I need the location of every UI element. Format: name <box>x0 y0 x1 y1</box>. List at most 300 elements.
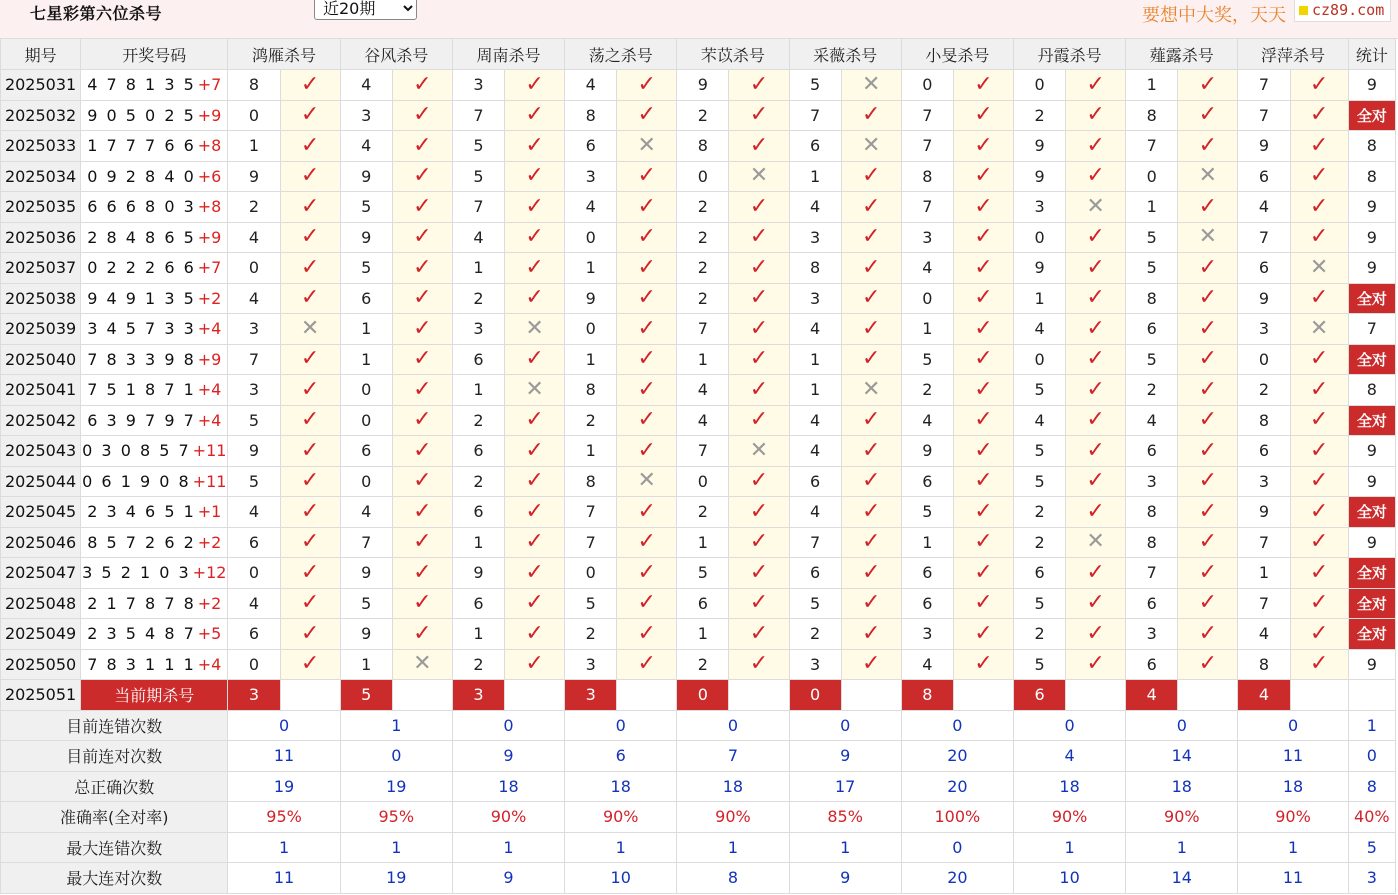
check-icon: ✓ <box>749 498 769 524</box>
kill-number: 7 <box>1238 100 1290 131</box>
result-mark-cell <box>729 527 789 558</box>
check-icon: ✓ <box>300 651 320 677</box>
draw-digits: 2 3 5 4 8 7 <box>87 624 196 644</box>
check-icon: ✓ <box>525 529 544 555</box>
current-kill-number: 4 <box>1238 680 1290 711</box>
result-mark-cell <box>280 649 340 680</box>
check-icon: ✓ <box>1309 71 1329 97</box>
check-icon: ✓ <box>974 346 993 372</box>
draw-digits: 6 3 9 7 9 7 <box>87 410 196 430</box>
kill-number: 4 <box>340 70 392 101</box>
kill-number: 3 <box>789 222 841 253</box>
check-icon: ✓ <box>974 559 993 585</box>
check-icon: ✓ <box>974 590 993 616</box>
current-kill-blank <box>1066 680 1126 711</box>
result-mark-cell <box>729 619 789 650</box>
result-mark-cell <box>392 283 452 314</box>
kill-number: 7 <box>452 100 504 131</box>
col-header-draw: 开奖号码 <box>81 39 228 70</box>
result-mark-cell <box>1290 314 1348 345</box>
result-mark-cell <box>504 131 564 162</box>
check-icon: ✓ <box>413 620 432 646</box>
kill-number: 0 <box>901 70 953 101</box>
period-cell: 2025049 <box>1 619 81 650</box>
kill-number: 9 <box>228 436 280 467</box>
check-icon: ✓ <box>525 346 544 372</box>
check-icon: ✓ <box>1086 102 1105 128</box>
summary-value: 1 <box>340 710 452 741</box>
current-kill-blank <box>504 680 564 711</box>
summary-value: 1 <box>340 832 452 863</box>
kill-number-table <box>0 38 1396 894</box>
check-icon: ✓ <box>1309 102 1329 128</box>
check-icon: ✓ <box>1198 590 1218 616</box>
check-icon: ✓ <box>637 224 656 250</box>
kill-number: 6 <box>1238 161 1290 192</box>
result-mark-cell <box>1066 131 1126 162</box>
table-row <box>1 405 1396 436</box>
bonus-number: +8 <box>197 136 222 156</box>
kill-number: 2 <box>677 649 729 680</box>
result-mark-cell <box>729 283 789 314</box>
result-mark-cell <box>280 405 340 436</box>
summary-value: 90% <box>1126 802 1238 833</box>
kill-number: 5 <box>1013 588 1065 619</box>
result-mark-cell <box>841 405 901 436</box>
check-icon: ✓ <box>1309 498 1329 524</box>
check-icon: ✓ <box>300 346 320 372</box>
cross-icon: ✕ <box>861 376 881 402</box>
table-row <box>1 70 1396 101</box>
kill-number: 5 <box>340 192 392 223</box>
result-mark-cell <box>392 558 452 589</box>
check-icon: ✓ <box>749 102 769 128</box>
result-mark-cell <box>1066 283 1126 314</box>
draw-number-cell <box>81 344 228 375</box>
check-icon: ✓ <box>861 468 881 494</box>
check-icon: ✓ <box>1086 468 1105 494</box>
check-icon: ✓ <box>1309 346 1329 372</box>
check-icon: ✓ <box>861 407 881 433</box>
period-cell: 2025034 <box>1 161 81 192</box>
summary-label: 总正确次数 <box>1 771 228 802</box>
kill-number: 8 <box>565 375 617 406</box>
result-mark-cell <box>1178 253 1238 284</box>
check-icon: ✓ <box>413 163 432 189</box>
kill-number: 2 <box>452 283 504 314</box>
period-cell: 2025039 <box>1 314 81 345</box>
result-mark-cell <box>841 527 901 558</box>
result-mark-cell <box>280 466 340 497</box>
result-mark-cell <box>953 70 1013 101</box>
result-mark-cell <box>1178 344 1238 375</box>
draw-number-cell <box>81 161 228 192</box>
summary-value: 0 <box>901 710 1013 741</box>
kill-number: 4 <box>789 314 841 345</box>
all-correct-badge: 全对 <box>1348 344 1395 375</box>
check-icon: ✓ <box>300 620 320 646</box>
summary-value: 20 <box>901 863 1013 894</box>
result-mark-cell <box>392 161 452 192</box>
result-mark-cell <box>392 131 452 162</box>
result-mark-cell <box>953 283 1013 314</box>
result-mark-cell <box>1066 405 1126 436</box>
kill-number: 1 <box>565 436 617 467</box>
period-cell: 2025032 <box>1 100 81 131</box>
summary-value: 1 <box>565 832 677 863</box>
result-mark-cell <box>841 70 901 101</box>
kill-number: 6 <box>1126 588 1178 619</box>
summary-value: 0 <box>452 710 564 741</box>
kill-number: 7 <box>565 497 617 528</box>
draw-number-cell <box>81 283 228 314</box>
draw-number-cell <box>81 70 228 101</box>
summary-value: 11 <box>1238 863 1348 894</box>
result-mark-cell <box>1066 222 1126 253</box>
draw-digits: 0 6 1 9 0 8 <box>82 471 191 491</box>
result-mark-cell <box>841 649 901 680</box>
check-icon: ✓ <box>1309 163 1329 189</box>
site-logo-icon <box>1299 6 1308 15</box>
result-mark-cell <box>280 192 340 223</box>
table-row <box>1 131 1396 162</box>
period-select[interactable] <box>314 0 417 20</box>
check-icon: ✓ <box>861 254 881 280</box>
draw-number-cell <box>81 100 228 131</box>
summary-value: 19 <box>228 771 340 802</box>
table-row <box>1 344 1396 375</box>
current-kill-number: 5 <box>340 680 392 711</box>
kill-number: 3 <box>452 70 504 101</box>
result-mark-cell <box>953 497 1013 528</box>
summary-stat-value: 1 <box>1348 710 1395 741</box>
result-mark-cell <box>392 314 452 345</box>
check-icon: ✓ <box>300 437 320 463</box>
check-icon: ✓ <box>1086 315 1105 341</box>
current-kill-number: 4 <box>1126 680 1178 711</box>
draw-digits: 2 3 4 6 5 1 <box>87 502 196 522</box>
kill-number: 8 <box>1126 283 1178 314</box>
check-icon: ✓ <box>1309 437 1329 463</box>
result-mark-cell <box>729 344 789 375</box>
check-icon: ✓ <box>413 254 432 280</box>
kill-number: 9 <box>565 283 617 314</box>
period-cell: 2025040 <box>1 344 81 375</box>
period-cell: 2025047 <box>1 558 81 589</box>
kill-number: 4 <box>789 405 841 436</box>
result-mark-cell <box>1066 253 1126 284</box>
summary-value: 9 <box>452 741 564 772</box>
result-mark-cell <box>841 588 901 619</box>
check-icon: ✓ <box>861 163 881 189</box>
kill-number: 9 <box>901 436 953 467</box>
summary-value: 4 <box>1013 741 1125 772</box>
check-icon: ✓ <box>637 651 656 677</box>
cross-icon: ✕ <box>749 437 769 463</box>
result-mark-cell <box>280 619 340 650</box>
result-mark-cell <box>280 70 340 101</box>
site-badge[interactable] <box>1294 0 1391 22</box>
summary-value: 90% <box>1238 802 1348 833</box>
draw-number-cell <box>81 558 228 589</box>
result-mark-cell <box>841 558 901 589</box>
result-mark-cell <box>1178 131 1238 162</box>
kill-number: 6 <box>789 466 841 497</box>
result-mark-cell <box>1066 161 1126 192</box>
kill-number: 1 <box>228 131 280 162</box>
result-mark-cell <box>1290 619 1348 650</box>
result-mark-cell <box>617 527 677 558</box>
check-icon: ✓ <box>974 620 993 646</box>
result-mark-cell <box>729 436 789 467</box>
current-kill-number: 3 <box>452 680 504 711</box>
kill-number: 6 <box>452 344 504 375</box>
draw-number-cell <box>81 497 228 528</box>
check-icon: ✓ <box>637 590 656 616</box>
summary-label: 最大连错次数 <box>1 832 228 863</box>
draw-number-cell <box>81 619 228 650</box>
kill-number: 5 <box>677 558 729 589</box>
summary-value: 1 <box>452 832 564 863</box>
summary-value: 18 <box>1238 771 1348 802</box>
check-icon: ✓ <box>974 71 993 97</box>
result-mark-cell <box>1178 436 1238 467</box>
check-icon: ✓ <box>413 590 432 616</box>
check-icon: ✓ <box>1309 285 1329 311</box>
cross-icon: ✕ <box>1198 224 1218 250</box>
kill-number: 7 <box>1238 222 1290 253</box>
check-icon: ✓ <box>1086 437 1105 463</box>
col-header-expert-5: 采薇杀号 <box>789 39 901 70</box>
check-icon: ✓ <box>861 651 881 677</box>
check-icon: ✓ <box>749 376 769 402</box>
bonus-number: +4 <box>197 654 222 674</box>
kill-number: 6 <box>677 588 729 619</box>
kill-number: 2 <box>1013 100 1065 131</box>
check-icon: ✓ <box>1309 132 1329 158</box>
kill-number: 5 <box>1013 436 1065 467</box>
check-icon: ✓ <box>861 620 881 646</box>
kill-number: 1 <box>452 375 504 406</box>
kill-number: 4 <box>789 192 841 223</box>
period-cell: 2025048 <box>1 588 81 619</box>
current-period-cell: 2025051 <box>1 680 81 711</box>
summary-stat-value: 40% <box>1348 802 1395 833</box>
check-icon: ✓ <box>749 193 769 219</box>
kill-number: 5 <box>1126 222 1178 253</box>
bonus-number: +6 <box>197 166 222 186</box>
kill-number: 1 <box>340 649 392 680</box>
kill-number: 7 <box>340 527 392 558</box>
result-mark-cell <box>841 344 901 375</box>
result-mark-cell <box>392 588 452 619</box>
summary-value: 20 <box>901 771 1013 802</box>
kill-number: 3 <box>789 283 841 314</box>
check-icon: ✓ <box>637 193 656 219</box>
kill-number: 1 <box>1126 70 1178 101</box>
cross-icon: ✕ <box>1198 163 1218 189</box>
kill-number: 3 <box>228 314 280 345</box>
result-mark-cell <box>953 405 1013 436</box>
draw-number-cell <box>81 192 228 223</box>
kill-number: 4 <box>1238 619 1290 650</box>
summary-value: 11 <box>228 741 340 772</box>
result-mark-cell <box>729 253 789 284</box>
result-mark-cell <box>1178 100 1238 131</box>
check-icon: ✓ <box>300 193 320 219</box>
stat-cell: 9 <box>1348 649 1395 680</box>
summary-value: 90% <box>565 802 677 833</box>
kill-number: 6 <box>340 283 392 314</box>
kill-number: 9 <box>452 558 504 589</box>
summary-value: 0 <box>228 710 340 741</box>
check-icon: ✓ <box>1198 651 1218 677</box>
summary-value: 9 <box>789 863 901 894</box>
cross-icon: ✕ <box>1309 254 1329 280</box>
check-icon: ✓ <box>1198 285 1218 311</box>
check-icon: ✓ <box>300 529 320 555</box>
check-icon: ✓ <box>1309 193 1329 219</box>
result-mark-cell <box>1178 588 1238 619</box>
check-icon: ✓ <box>861 102 881 128</box>
kill-number: 7 <box>901 131 953 162</box>
summary-row <box>1 771 1396 802</box>
summary-row <box>1 863 1396 894</box>
kill-number: 8 <box>1126 497 1178 528</box>
result-mark-cell <box>841 619 901 650</box>
result-mark-cell <box>953 253 1013 284</box>
result-mark-cell <box>1290 497 1348 528</box>
kill-number: 6 <box>1126 649 1178 680</box>
summary-value: 7 <box>677 741 789 772</box>
kill-number: 1 <box>677 527 729 558</box>
period-cell: 2025046 <box>1 527 81 558</box>
result-mark-cell <box>392 222 452 253</box>
cross-icon: ✕ <box>637 468 656 494</box>
kill-number: 2 <box>1126 375 1178 406</box>
table-row <box>1 558 1396 589</box>
kill-number: 9 <box>1238 283 1290 314</box>
kill-number: 0 <box>565 314 617 345</box>
check-icon: ✓ <box>300 254 320 280</box>
result-mark-cell <box>392 192 452 223</box>
result-mark-cell <box>504 375 564 406</box>
result-mark-cell <box>1066 466 1126 497</box>
check-icon: ✓ <box>749 254 769 280</box>
check-icon: ✓ <box>1309 407 1329 433</box>
result-mark-cell <box>729 192 789 223</box>
check-icon: ✓ <box>300 285 320 311</box>
kill-number: 0 <box>228 558 280 589</box>
check-icon: ✓ <box>413 193 432 219</box>
check-icon: ✓ <box>637 71 656 97</box>
check-icon: ✓ <box>861 315 881 341</box>
check-icon: ✓ <box>300 376 320 402</box>
draw-digits: 0 9 2 8 4 0 <box>87 166 196 186</box>
summary-value: 1 <box>789 832 901 863</box>
current-kill-number: 3 <box>228 680 280 711</box>
bonus-number: +4 <box>197 410 222 430</box>
summary-value: 95% <box>228 802 340 833</box>
result-mark-cell <box>1066 497 1126 528</box>
kill-number: 8 <box>901 161 953 192</box>
result-mark-cell <box>1178 527 1238 558</box>
check-icon: ✓ <box>1309 651 1329 677</box>
check-icon: ✓ <box>749 224 769 250</box>
kill-number: 4 <box>901 405 953 436</box>
table-header-row <box>1 39 1396 70</box>
summary-row <box>1 802 1396 833</box>
result-mark-cell <box>392 436 452 467</box>
check-icon: ✓ <box>413 224 432 250</box>
check-icon: ✓ <box>525 285 544 311</box>
check-icon: ✓ <box>861 346 881 372</box>
period-cell: 2025038 <box>1 283 81 314</box>
kill-number: 5 <box>1013 466 1065 497</box>
check-icon: ✓ <box>637 407 656 433</box>
check-icon: ✓ <box>1198 71 1218 97</box>
stat-cell: 9 <box>1348 192 1395 223</box>
kill-number: 8 <box>1126 100 1178 131</box>
result-mark-cell <box>617 344 677 375</box>
kill-number: 6 <box>789 131 841 162</box>
summary-row <box>1 741 1396 772</box>
result-mark-cell <box>953 588 1013 619</box>
kill-number: 5 <box>789 70 841 101</box>
kill-number: 2 <box>565 619 617 650</box>
bonus-number: +4 <box>197 319 222 339</box>
kill-number: 7 <box>789 527 841 558</box>
kill-number: 7 <box>677 314 729 345</box>
result-mark-cell <box>953 131 1013 162</box>
draw-digits: 2 1 7 8 7 8 <box>87 593 196 613</box>
table-row <box>1 192 1396 223</box>
kill-number: 5 <box>1013 649 1065 680</box>
cross-icon: ✕ <box>637 132 656 158</box>
check-icon: ✓ <box>413 132 432 158</box>
check-icon: ✓ <box>1198 376 1218 402</box>
result-mark-cell <box>617 375 677 406</box>
kill-number: 6 <box>901 558 953 589</box>
kill-number: 4 <box>901 253 953 284</box>
result-mark-cell <box>504 588 564 619</box>
draw-number-cell <box>81 131 228 162</box>
result-mark-cell <box>729 131 789 162</box>
kill-number: 9 <box>340 619 392 650</box>
check-icon: ✓ <box>861 285 881 311</box>
cross-icon: ✕ <box>861 132 881 158</box>
kill-number: 4 <box>565 192 617 223</box>
cross-icon: ✕ <box>413 651 432 677</box>
kill-number: 9 <box>228 161 280 192</box>
kill-number: 5 <box>228 405 280 436</box>
kill-number: 7 <box>1238 588 1290 619</box>
check-icon: ✓ <box>1086 590 1105 616</box>
check-icon: ✓ <box>300 498 320 524</box>
kill-number: 3 <box>340 100 392 131</box>
kill-number: 0 <box>1013 70 1065 101</box>
result-mark-cell <box>1178 222 1238 253</box>
check-icon: ✓ <box>637 254 656 280</box>
result-mark-cell <box>280 588 340 619</box>
check-icon: ✓ <box>525 254 544 280</box>
result-mark-cell <box>1066 619 1126 650</box>
result-mark-cell <box>504 314 564 345</box>
kill-number: 9 <box>1238 497 1290 528</box>
result-mark-cell <box>841 314 901 345</box>
check-icon: ✓ <box>1198 102 1218 128</box>
check-icon: ✓ <box>974 193 993 219</box>
